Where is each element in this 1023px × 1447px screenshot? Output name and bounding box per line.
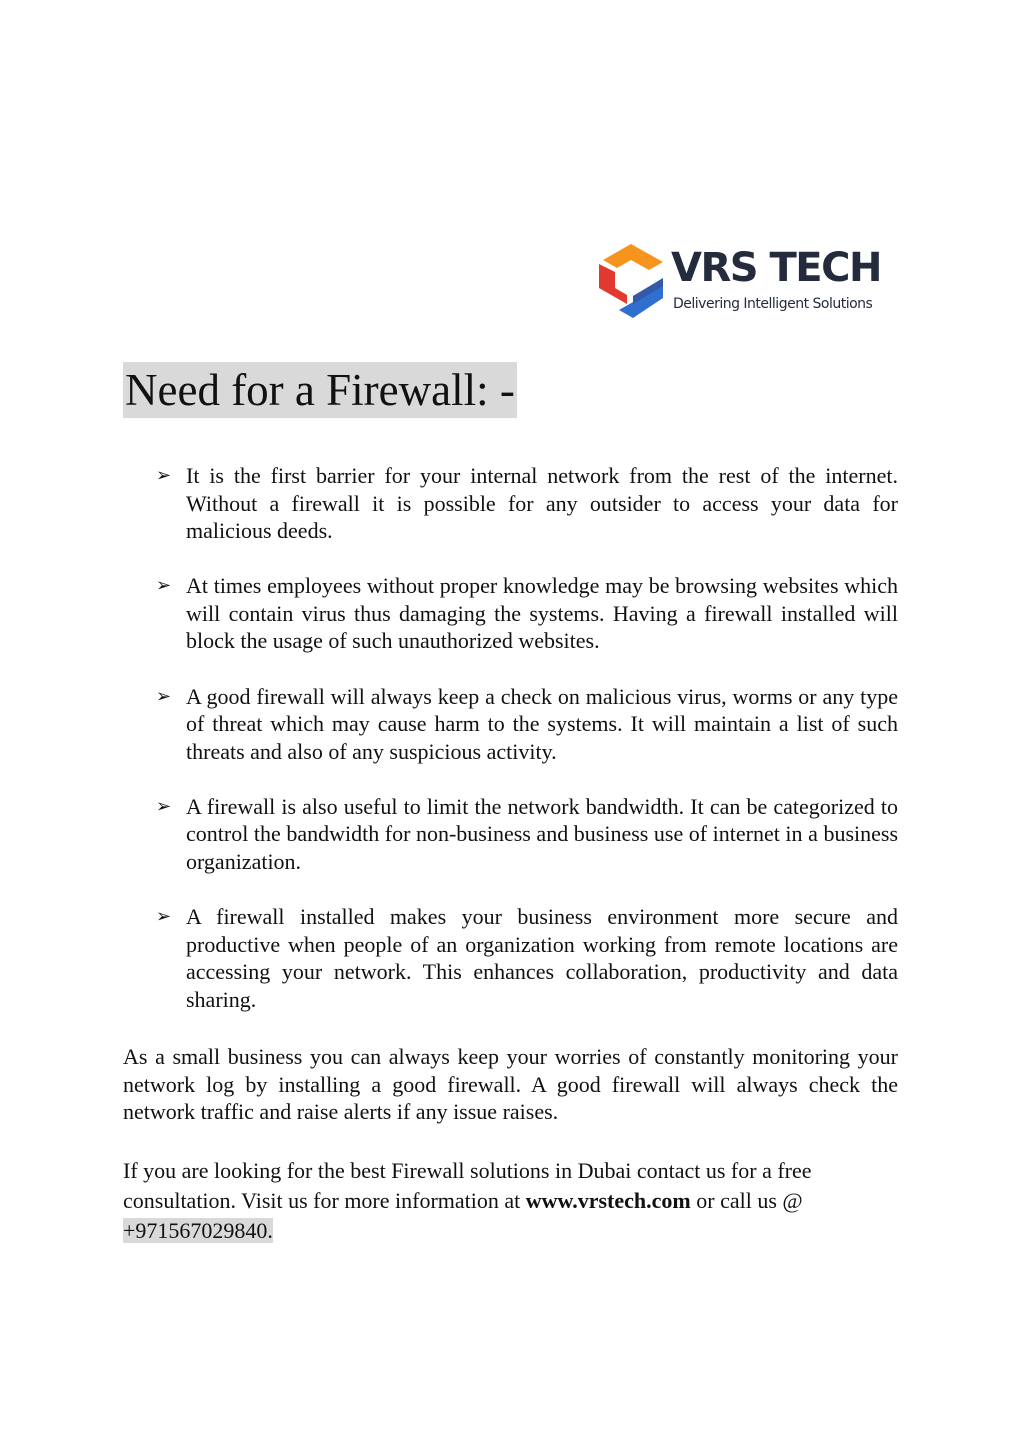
arrowhead-bullet-icon: ➢	[156, 575, 172, 597]
vrs-tech-logo	[597, 240, 897, 322]
contact-paragraph	[123, 1156, 898, 1246]
logo-mark-red	[599, 264, 627, 304]
bullet-item	[156, 572, 898, 655]
logo-mark-orange	[603, 244, 663, 270]
bullet-list	[156, 462, 898, 1041]
page-title: Need for a Firewall: -	[123, 362, 517, 418]
website-link[interactable]: www.vrstech.com	[525, 1188, 691, 1213]
arrowhead-bullet-icon: ➢	[156, 906, 172, 928]
bullet-item	[156, 793, 898, 876]
bullet-text: A firewall installed makes your business environment more secure and productive when people of an organization working from remote locations are accessing your network. This enhances collaboration, productivity and data sharing.	[186, 904, 898, 1012]
phone-number[interactable]: +971567029840.	[123, 1218, 273, 1243]
bullet-text: At times employees without proper knowledge may be browsing websites which will contain virus thus damaging the systems. Having a firewall installed will block the usage of such unauthorized websites.	[186, 573, 898, 654]
arrowhead-bullet-icon: ➢	[156, 685, 172, 707]
logo-name: VRS TECH	[671, 245, 881, 291]
arrowhead-bullet-icon: ➢	[156, 465, 172, 486]
logo-tagline: Delivering Intelligent Solutions	[673, 296, 873, 312]
bullet-text: A good firewall will always keep a check on malicious virus, worms or any type of threat which may cause harm to the systems. It will maintain a list of such threats and also of any suspicious activity.	[186, 683, 898, 764]
vrs-tech-logo-icon	[597, 242, 665, 320]
bullet-item	[156, 903, 898, 1013]
bullet-text: It is the first barrier for your internal network from the rest of the internet. Without a firewall it is possible for any outsider to access your data for malicious deeds.	[186, 463, 898, 544]
contact-text-middle: or call us @	[690, 1188, 803, 1213]
small-business-paragraph: As a small business you can always keep your worries of constantly monitoring your network log by installing a good firewall. A good firewall will always check the network traffic and raise alerts if any issue raises.	[123, 1044, 898, 1125]
bullet-text: A firewall is also useful to limit the network bandwidth. It can be categorized to control the bandwidth for non-business and business use of internet in a business organization.	[186, 793, 898, 875]
arrowhead-bullet-icon: ➢	[156, 795, 172, 817]
bullet-item	[156, 462, 898, 545]
contact-text-before: If you are looking for the best Firewall solutions in Dubai contact us for a free consultation. Visit us for more information at	[123, 1158, 812, 1213]
bullet-item	[156, 683, 898, 766]
